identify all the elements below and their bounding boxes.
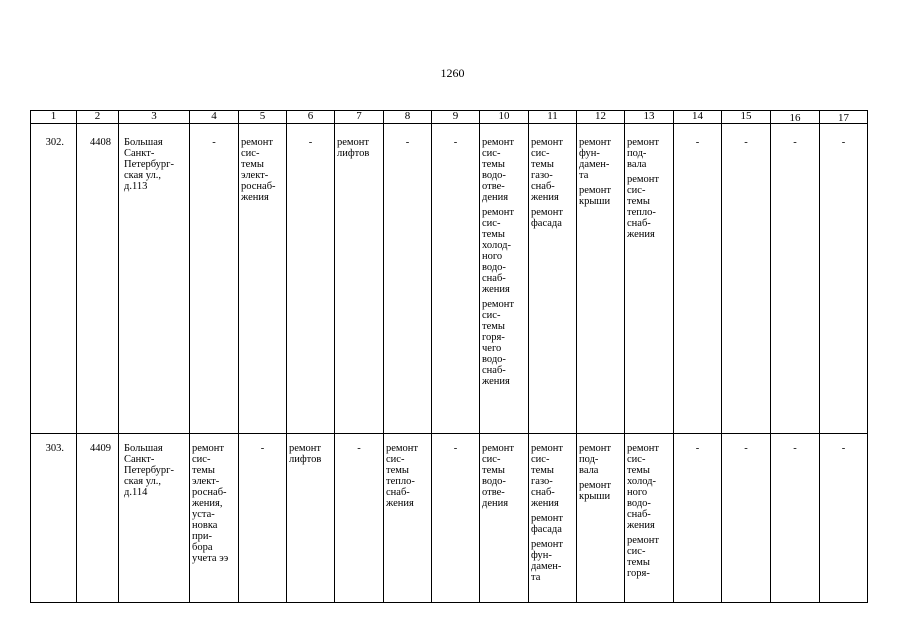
work-item: [820, 443, 867, 454]
work-cell-c12: [579, 443, 611, 506]
work-item: [482, 207, 514, 295]
work-cell-c10: [482, 443, 514, 513]
header-col-14: 14: [692, 110, 703, 122]
work-item-line: ремонт: [386, 443, 419, 454]
work-item-line: -: [744, 443, 748, 454]
work-item-line: дения: [482, 192, 509, 203]
work-cell-c9: [432, 137, 479, 152]
work-item-line: сис-: [627, 546, 646, 557]
work-item-line: темы: [482, 465, 505, 476]
work-item-line: ремонт: [192, 443, 225, 454]
address-line: Петербург-: [124, 465, 174, 476]
address-line: Петербург-: [124, 159, 174, 170]
work-item-line: жения: [482, 284, 510, 295]
work-cell-c10: [482, 137, 514, 391]
work-item-line: вала: [579, 465, 599, 476]
work-item: [579, 137, 611, 181]
work-item-line: темы: [627, 196, 650, 207]
work-item-line: фун-: [579, 148, 600, 159]
work-item: [335, 443, 383, 454]
work-item-line: темы: [531, 465, 554, 476]
work-item: [531, 539, 563, 583]
work-item-line: -: [260, 443, 265, 454]
work-cell-c7: [335, 443, 383, 458]
work-cell-c15: [722, 137, 770, 152]
work-item: [674, 137, 721, 148]
work-item-line: жения: [627, 229, 655, 240]
work-cell-c4: [190, 137, 238, 152]
object-id: 4408: [90, 137, 111, 148]
work-item: [239, 443, 286, 454]
work-item-line: темы: [531, 159, 554, 170]
header-col-5: 5: [259, 110, 266, 122]
work-item-line: газо-: [531, 170, 553, 181]
work-cell-c7: [337, 137, 369, 163]
work-item-line: жения,: [192, 498, 223, 509]
work-item-line: отве-: [482, 181, 505, 192]
work-item-line: снаб-: [482, 273, 506, 284]
work-item-line: ремонт: [482, 443, 515, 454]
work-item-line: холод-: [627, 476, 656, 487]
address-line: д.113: [124, 181, 148, 192]
work-item: [627, 137, 659, 170]
work-item-line: горя-: [627, 568, 650, 579]
work-item-line: -: [308, 137, 313, 148]
work-item-line: -: [405, 137, 410, 148]
work-cell-c13: [627, 137, 659, 244]
work-item-line: ного: [627, 487, 648, 498]
work-item-line: фун-: [531, 550, 552, 561]
work-item-line: сис-: [627, 454, 646, 465]
work-item-line: сис-: [386, 454, 405, 465]
work-item-line: крыши: [579, 491, 611, 502]
header-col-16: 16: [789, 112, 801, 124]
work-item-line: ремонт: [482, 299, 515, 310]
work-item-line: ремонт: [579, 137, 612, 148]
work-item-line: дамен-: [531, 561, 562, 572]
work-cell-c12: [579, 137, 611, 211]
header-col-17: 17: [838, 112, 849, 124]
work-cell-c14: [674, 137, 721, 152]
work-item-line: тепло-: [386, 476, 415, 487]
work-item-line: -: [453, 137, 458, 148]
work-item-line: сис-: [482, 310, 501, 321]
work-item-line: жения: [627, 520, 655, 531]
work-item-line: -: [841, 443, 846, 454]
work-item: [531, 207, 563, 229]
address-line: ская ул.,: [124, 170, 161, 181]
work-item-line: при-: [192, 531, 212, 542]
work-item-line: -: [841, 137, 846, 148]
work-item: [531, 137, 563, 203]
work-item-line: снаб-: [531, 181, 555, 192]
header-col-4: 4: [211, 110, 217, 122]
work-item: [722, 443, 770, 454]
work-item-line: крыши: [579, 196, 611, 207]
work-item-line: темы: [192, 465, 215, 476]
work-item-line: фасада: [531, 524, 562, 535]
header-col-6: 6: [307, 110, 314, 122]
work-item-line: темы: [627, 557, 650, 568]
work-item-line: ремонт: [289, 443, 322, 454]
work-item-line: темы: [386, 465, 409, 476]
header-col-15: 15: [740, 110, 752, 122]
work-item: [384, 137, 431, 148]
work-item-line: газо-: [531, 476, 553, 487]
work-item-line: ремонт: [579, 185, 612, 196]
work-item-line: водо-: [482, 354, 506, 365]
work-item-line: жения: [531, 192, 559, 203]
header-col-1: 1: [50, 110, 57, 122]
work-item-line: отве-: [482, 487, 505, 498]
work-item-line: ремонт: [241, 137, 274, 148]
work-item: [241, 137, 276, 203]
work-item-line: холод-: [482, 240, 511, 251]
work-item-line: ремонт: [627, 174, 660, 185]
work-item: [579, 480, 611, 502]
work-cell-c17: [820, 443, 867, 458]
work-item-line: жения: [386, 498, 414, 509]
work-cell-c13: [627, 443, 659, 583]
work-item: [482, 443, 514, 509]
work-item-line: жения: [531, 498, 559, 509]
work-item-line: вала: [627, 159, 647, 170]
address-line: Большая: [124, 443, 163, 454]
work-item-line: снаб-: [482, 365, 506, 376]
work-item-line: жения: [241, 192, 269, 203]
work-item-line: сис-: [627, 185, 646, 196]
work-item-line: бора: [192, 542, 213, 553]
work-item-line: ремонт: [531, 443, 564, 454]
work-item-line: уста-: [192, 509, 215, 520]
object-id: 4409: [90, 443, 111, 454]
work-cell-c4: [192, 443, 228, 568]
work-item-line: -: [744, 137, 748, 148]
work-cell-c9: [432, 443, 479, 458]
work-item: [771, 443, 819, 454]
work-item-line: та: [579, 170, 589, 181]
work-item-line: водо-: [627, 498, 651, 509]
work-item-line: ремонт: [579, 443, 612, 454]
work-item-line: роснаб-: [241, 181, 276, 192]
work-item-line: элект-: [241, 170, 269, 181]
work-item: [190, 137, 238, 148]
work-item-line: -: [695, 137, 700, 148]
work-cell-c16: [771, 443, 819, 458]
work-item-line: -: [453, 443, 458, 454]
work-item-line: ного: [482, 251, 503, 262]
work-cell-c5: [241, 137, 276, 207]
work-item-line: элект-: [192, 476, 220, 487]
work-item-line: дамен-: [579, 159, 610, 170]
work-cell-c11: [531, 443, 563, 587]
address-line: Большая: [124, 137, 163, 148]
work-item-line: тепло-: [627, 207, 656, 218]
work-item-line: под-: [579, 454, 599, 465]
work-item-line: та: [531, 572, 541, 583]
work-item: [289, 443, 321, 465]
work-item-line: сис-: [482, 454, 501, 465]
work-item: [722, 137, 770, 148]
work-item: [482, 137, 514, 203]
work-item: [531, 513, 563, 535]
header-col-12: 12: [595, 110, 606, 122]
work-item-line: лифтов: [289, 454, 322, 465]
work-item-line: водо-: [482, 262, 506, 273]
header-col-2: 2: [94, 110, 101, 122]
row-number: 302.: [45, 137, 64, 148]
work-item-line: новка: [192, 520, 218, 531]
work-item-line: лифтов: [337, 148, 370, 159]
work-cell-c16: [771, 137, 819, 152]
work-item-line: ремонт: [531, 513, 564, 524]
work-item-line: сис-: [482, 218, 501, 229]
work-item: [192, 443, 228, 564]
work-item-line: ремонт: [531, 207, 564, 218]
work-cell-c8: [386, 443, 418, 513]
work-item-line: снаб-: [531, 487, 555, 498]
work-item-line: -: [212, 137, 216, 148]
work-item-line: -: [793, 137, 797, 148]
work-item: [579, 443, 611, 476]
work-cell-c15: [722, 443, 770, 458]
work-item: [432, 443, 479, 454]
work-item-line: снаб-: [627, 218, 651, 229]
work-item: [627, 535, 659, 579]
work-item-line: темы: [482, 159, 505, 170]
work-cell-c5: [239, 443, 286, 458]
work-cell-c14: [674, 443, 721, 458]
work-item-line: фасада: [531, 218, 562, 229]
work-item-line: темы: [241, 159, 264, 170]
work-item-line: ремонт: [531, 137, 564, 148]
work-cell-c8: [384, 137, 431, 152]
work-item: [482, 299, 514, 387]
work-item-line: ремонт: [531, 539, 564, 550]
work-cell-c11: [531, 137, 563, 233]
work-item-line: ремонт: [337, 137, 370, 148]
work-item-line: ремонт: [627, 443, 660, 454]
address-line: Санкт-: [124, 148, 155, 159]
work-item: [386, 443, 418, 509]
work-item-line: ремонт: [482, 137, 515, 148]
work-item-line: дения: [482, 498, 509, 509]
work-item: [579, 185, 611, 207]
work-item-line: сис-: [241, 148, 260, 159]
work-item: [771, 137, 819, 148]
work-item-line: роснаб-: [192, 487, 227, 498]
work-item: [531, 443, 563, 509]
work-item: [674, 443, 721, 454]
work-item-line: -: [695, 443, 700, 454]
work-item-line: ремонт: [482, 207, 515, 218]
work-item-line: горя-: [482, 332, 505, 343]
header-col-7: 7: [356, 110, 362, 122]
work-item-line: водо-: [482, 476, 506, 487]
work-item: [287, 137, 334, 148]
address: [124, 137, 174, 192]
work-item-line: снаб-: [386, 487, 410, 498]
header-col-13: 13: [643, 110, 655, 122]
work-item-line: ремонт: [579, 480, 612, 491]
work-item-line: темы: [482, 229, 505, 240]
work-item-line: снаб-: [627, 509, 651, 520]
address-line: Санкт-: [124, 454, 155, 465]
header-col-9: 9: [452, 110, 459, 122]
header-col-8: 8: [404, 110, 411, 122]
header-col-3: 3: [151, 110, 157, 122]
work-item-line: учета ээ: [192, 553, 229, 564]
work-item: [337, 137, 369, 159]
work-item: [432, 137, 479, 148]
work-item-line: сис-: [531, 454, 550, 465]
work-item-line: жения: [482, 376, 510, 387]
work-item-line: сис-: [531, 148, 550, 159]
row-number: 303.: [45, 443, 64, 454]
work-item-line: темы: [482, 321, 505, 332]
work-item-line: ремонт: [627, 137, 660, 148]
page-number: 1260: [440, 66, 465, 80]
header-col-10: 10: [498, 110, 510, 122]
address: [124, 443, 174, 498]
address-line: д.114: [124, 487, 148, 498]
work-item-line: темы: [627, 465, 650, 476]
work-item-line: сис-: [482, 148, 501, 159]
work-cell-c6: [289, 443, 321, 469]
work-item-line: ремонт: [627, 535, 660, 546]
header-col-11: 11: [547, 110, 558, 122]
work-item-line: водо-: [482, 170, 506, 181]
work-item-line: -: [357, 443, 361, 454]
work-item-line: -: [793, 443, 797, 454]
work-cell-c6: [287, 137, 334, 152]
work-item: [627, 174, 659, 240]
work-item-line: под-: [627, 148, 647, 159]
work-item-line: сис-: [192, 454, 211, 465]
work-item-line: чего: [482, 343, 502, 354]
work-item: [627, 443, 659, 531]
address-line: ская ул.,: [124, 476, 161, 487]
work-cell-c17: [820, 137, 867, 152]
work-item: [820, 137, 867, 148]
